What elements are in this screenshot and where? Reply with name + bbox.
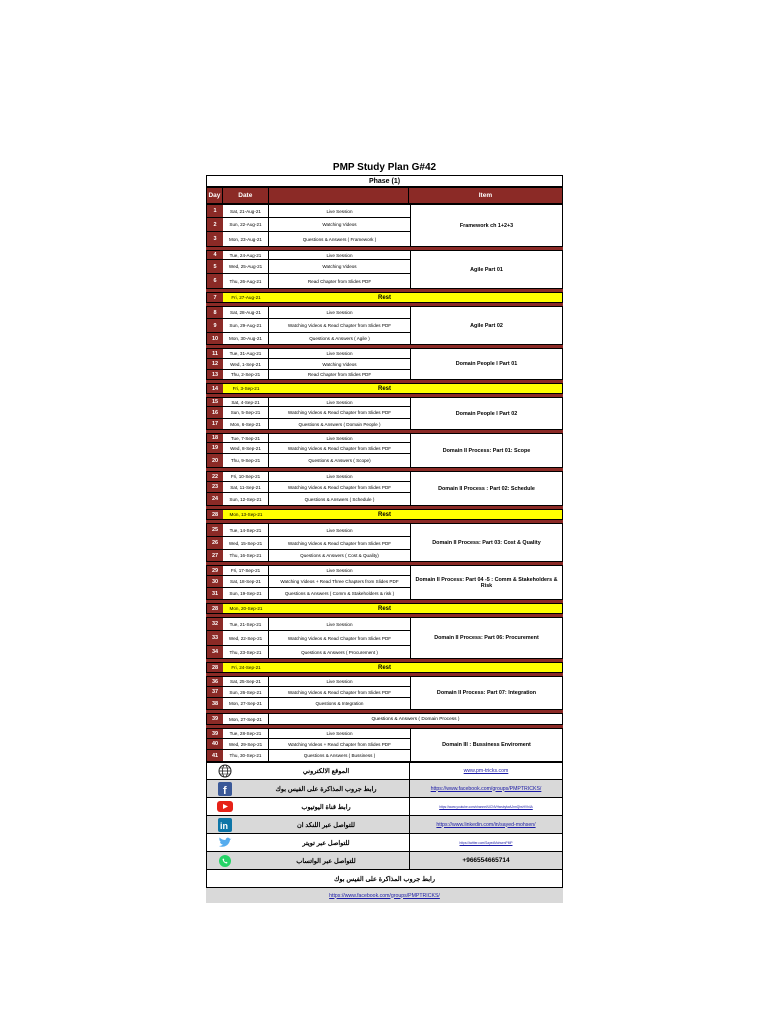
day-number: 28 [207,510,223,519]
table-row [207,443,410,454]
table-header [206,187,563,204]
activity-cell: Questions & Integration [315,701,364,706]
activity-cell: Watching Videos & Read Chapter from Slides PDF [287,410,392,415]
activity-cell: Watching Videos & Read Chapter from Slides PDF [287,445,392,451]
table-row [207,550,410,561]
rest-row [206,509,563,520]
date-cell: Sat, 11-Sep-21 [223,482,269,492]
activity-cell: Live Session [326,399,353,405]
table-row [207,524,410,537]
activity-cell: Questions & Answers ( Framework ) [302,236,377,242]
day-number: 38 [207,698,223,709]
table-row [207,698,410,709]
twitter-icon [207,834,243,851]
activity-cell: Watching Videos & Read Chapter from Slides PDF [287,484,392,490]
table-row [207,687,410,698]
date-cell: Sun, 22-Aug-21 [223,218,269,231]
contact-label: الموقع الالكتروني [243,763,410,779]
schedule-group [206,433,563,468]
activity-cell: Questions & Answers ( Domain People ) [298,421,381,427]
activity-cell: Live Session [326,435,353,441]
day-number: 30 [207,576,223,587]
table-row [207,370,410,379]
activity-cell: Questions & Answers ( Schedule ) [304,496,375,502]
phase-label: Phase (1) [206,175,563,187]
date-cell: Wed, 1-Sep-21 [223,359,269,369]
day-number: 23 [207,482,223,492]
header-day: Day [207,188,223,203]
day-number: 29 [207,566,223,575]
table-row [207,646,410,658]
item-cell: Framework ch 1+2+3 [410,205,562,246]
contact-label: للتواصل عبر اللنكد ان [243,816,410,833]
group-rows [207,618,410,658]
item-cell: Domain II Process : Part 02: Schedule [410,472,562,505]
activity-cell: Live Session [326,252,353,258]
day-number: 12 [207,359,223,369]
schedule-body [206,204,563,762]
activity-cell: Questions & Answers ( Agile ) [309,336,370,341]
date-cell: Wed, 8-Sep-21 [223,443,269,453]
group-rows [207,205,410,246]
day-number: 18 [207,434,223,442]
day-number: 3 [207,232,223,246]
day-number: 26 [207,537,223,549]
group-rows [207,524,410,561]
date-cell: Sat, 4-Sep-21 [223,398,269,406]
activity-cell: Live Session [326,731,353,736]
activity-cell: Watching Videos & Read Chapter from Slides PDF [287,323,392,328]
date-cell: Mon, 27-Sep-21 [223,698,269,709]
date-cell: Sun, 26-Sep-21 [223,687,269,697]
contact-row [206,780,563,798]
schedule-group [206,348,563,380]
day-number: 2 [207,218,223,231]
contact-label: رابط جروب المذاكرة على الفيس بوك [243,780,410,797]
item-cell: Domain II Process: Part 06: Procurement [410,618,562,658]
date-cell: Fri, 3-Sep-21 [232,386,260,391]
globe-icon [207,763,243,779]
activity-cell: Watching Videos + Read Three Chapters from Slides PDF [280,579,399,584]
activity-cell: Questions & Answers ( Domain Process ) [371,716,460,722]
day-number: 36 [207,677,223,686]
facebook-icon [207,780,243,797]
date-cell: Thu, 23-Sep-21 [223,646,269,658]
item-cell: Agile Part 02 [410,307,562,344]
contact-link[interactable]: www.pm-tricks.com [463,768,509,774]
youtube-icon [207,798,243,815]
date-cell: Tue, 7-Sep-21 [223,434,269,442]
date-cell: Sat, 28-Aug-21 [223,307,269,318]
contact-link[interactable]: +966554665714 [462,857,510,864]
date-cell: Wed, 29-Sep-21 [223,739,269,749]
contact-row [206,762,563,780]
contact-link[interactable]: https://www.facebook.com/groups/PMPTRICKS/ [430,785,542,792]
date-cell: Mon, 23-Aug-21 [223,232,269,246]
item-cell: Domain II Process: Part 03: Cost & Quality [410,524,562,561]
table-row [207,750,410,761]
activity-cell: Live Session [326,621,353,627]
table-row [207,407,410,419]
day-number: 34 [207,646,223,658]
group-rows [207,472,410,505]
contact-label: للتواصل عبر تويتر [243,834,410,851]
header-activity [269,188,409,203]
date-cell: Wed, 22-Sep-21 [223,631,269,645]
study-plan-sheet [206,160,563,903]
table-row [207,739,410,750]
schedule-group [206,250,563,289]
whatsapp-icon [207,852,243,869]
schedule-group [206,397,563,430]
activity-cell: Watching Videos [322,361,357,367]
footer-group-link[interactable]: https://www.facebook.com/groups/PMPTRICKS/ [206,888,563,903]
table-row [207,434,410,443]
date-cell: Tue, 28-Sep-21 [223,729,269,738]
table-row [207,537,410,550]
activity-cell: Read Chapter from Slides PDF [307,278,372,284]
table-row [207,677,410,687]
date-cell: Sun, 12-Sep-21 [223,493,269,505]
activity-cell: Questions & Answers ( Procurement ) [301,649,378,655]
item-cell: Domain II Process: Part 07: Integration [410,677,562,709]
day-number: 8 [207,307,223,318]
rest-row [206,662,563,673]
activity-cell: Questions & Answers ( Bussiness ) [303,753,376,758]
rest-label: Rest [377,294,391,301]
table-row [207,307,410,319]
date-cell: Sun, 19-Sep-21 [223,588,269,599]
activity-cell: Questions & Answers ( Cost & Quality) [300,553,379,558]
table-row [207,333,410,344]
table-row [207,205,410,218]
activity-cell: Watching Videos [322,222,357,227]
group-rows [207,251,410,288]
activity-cell: Live Session [326,208,353,214]
date-cell: Tue, 21-Sep-21 [223,618,269,630]
activity-cell: Live Session [326,310,353,315]
rest-row [206,383,563,394]
group-rows [207,729,410,761]
day-number: 25 [207,524,223,536]
item-cell: Domain People I Part 01 [410,349,562,379]
date-cell: Thu, 26-Aug-21 [223,274,269,288]
header-date: Date [223,188,269,203]
group-rows [207,566,410,599]
day-number: 28 [207,604,223,613]
table-row [207,319,410,333]
day-number: 27 [207,550,223,561]
activity-cell: Live Session [326,474,353,479]
group-rows [207,307,410,344]
day-number: 22 [207,472,223,481]
table-row [207,482,410,493]
day-number: 15 [207,398,223,406]
date-cell: Fri, 10-Sep-21 [223,472,269,481]
day-number: 28 [207,663,223,672]
table-row [207,618,410,631]
date-cell: Sun, 29-Aug-21 [223,319,269,332]
table-row [207,398,410,407]
schedule-group [206,204,563,247]
group-rows [207,398,410,429]
group-rows [207,349,410,379]
activity-cell: Read Chapter from Slides PDF [307,372,372,377]
schedule-group [206,565,563,600]
contact-link[interactable]: https://www.linkedin.com/in/sayed-mohsen/ [436,821,536,828]
activity-cell: Watching Videos [322,264,357,269]
schedule-group [206,617,563,659]
contact-row [206,852,563,870]
activity-cell: Live Session [326,527,353,533]
contact-link[interactable]: https://twitter.com/SayedMohsenPMP [459,840,513,845]
table-row [207,454,410,467]
rest-label: Rest [377,664,391,671]
header-item: Item [478,192,493,199]
day-number: 19 [207,443,223,453]
table-row [207,472,410,482]
contact-links [206,762,563,870]
table-row [207,218,410,232]
table-row [207,260,410,274]
linkedin-icon [207,816,243,833]
item-cell: Domain II Process: Part 01: Scope [410,434,562,467]
day-number: 17 [207,419,223,429]
day-number: 32 [207,618,223,630]
table-row [207,566,410,576]
date-cell: Wed, 15-Sep-21 [223,537,269,549]
date-cell: Wed, 25-Aug-21 [223,260,269,273]
activity-cell: Questions & Answers ( Scope) [308,458,371,463]
contact-row [206,798,563,816]
day-number: 1 [207,205,223,217]
table-row [207,274,410,288]
day-number: 9 [207,319,223,332]
table-row [207,729,410,739]
date-cell: Sat, 21-Aug-21 [223,205,269,217]
rest-row [206,292,563,303]
date-cell: Thu, 2-Sep-21 [223,370,269,379]
day-number: 33 [207,631,223,645]
contact-label: للتواصل عبر الواتساب [243,852,410,869]
table-row [207,251,410,260]
table-row [207,588,410,599]
day-number: 13 [207,370,223,379]
rest-label: Rest [377,605,391,612]
day-number: 39 [207,729,223,738]
date-cell: Fri, 24-Sep-21 [231,665,261,670]
date-cell: Mon, 13-Sep-21 [229,512,263,517]
day-number: 7 [207,293,223,302]
activity-cell: Watching Videos & Read Chapter from Slides PDF [287,689,392,695]
group-rows [207,434,410,467]
activity-cell: Live Session [326,568,353,573]
date-cell: Sat, 25-Sep-21 [223,677,269,686]
date-cell: Mon, 27-Sep-21 [223,714,269,724]
table-row [207,493,410,505]
day-number: 40 [207,739,223,749]
activity-cell: Watching Videos + Read Chapter from Slides PDF [288,741,391,747]
date-cell: Mon, 6-Sep-21 [223,419,269,429]
date-cell: Fri, 27-Aug-21 [231,295,261,300]
day-number: 5 [207,260,223,273]
schedule-group [206,471,563,506]
rest-label: Rest [377,385,391,392]
day-number: 31 [207,588,223,599]
date-cell: Sat, 18-Sep-21 [223,576,269,587]
date-cell: Thu, 30-Sep-21 [223,750,269,761]
single-row [206,713,563,725]
schedule-group [206,306,563,345]
date-cell: Tue, 24-Aug-21 [223,251,269,259]
footer-group-label: رابط جروب المذاكرة على الفيس بوك [206,870,563,888]
activity-cell: Watching Videos & Read Chapter from Slides PDF [287,540,392,546]
day-number: 4 [207,251,223,259]
rest-label: Rest [377,511,391,518]
day-number: 39 [207,714,223,724]
date-cell: Tue, 31-Aug-21 [223,349,269,358]
contact-row [206,816,563,834]
table-row [207,631,410,646]
rest-row [206,603,563,614]
day-number: 6 [207,274,223,288]
svg-text:in: in [220,820,228,831]
date-cell: Mon, 30-Aug-21 [223,333,269,344]
date-cell: Tue, 14-Sep-21 [223,524,269,536]
item-cell: Domain II Process: Part 04 -5 : Comm & Stakeholders & Risk [410,566,562,599]
table-row [207,232,410,246]
activity-cell: Live Session [326,679,353,684]
contact-label: رابط قناة اليوتيوب [243,798,410,815]
activity-cell: Questions & Answers ( Comm & Stakeholders & risk ) [284,591,395,596]
schedule-group [206,523,563,562]
table-row [207,419,410,429]
activity-cell: Live Session [326,351,353,356]
table-row [207,349,410,359]
day-number: 16 [207,407,223,418]
day-number: 14 [207,384,223,393]
day-number: 37 [207,687,223,697]
date-cell: Thu, 16-Sep-21 [223,550,269,561]
item-cell: Agile Part 01 [410,251,562,288]
schedule-group [206,676,563,710]
item-cell: Domain III : Bussiness Enviroment [410,729,562,761]
day-number: 20 [207,454,223,467]
date-cell: Sun, 5-Sep-21 [223,407,269,418]
date-cell: Thu, 9-Sep-21 [223,454,269,467]
activity-cell: Watching Videos & Read Chapter from Slides PDF [287,635,392,641]
date-cell: Mon, 20-Sep-21 [229,606,263,611]
day-number: 11 [207,349,223,358]
day-number: 41 [207,750,223,761]
table-row [207,359,410,370]
page-title: PMP Study Plan G#42 [332,162,437,173]
svg-text:f: f [223,784,227,796]
schedule-group [206,728,563,762]
day-number: 24 [207,493,223,505]
table-row [207,576,410,588]
group-rows [207,677,410,709]
contact-link[interactable]: https://www.youtube.com/channel/UCNVHwsbyfwAJrmQhsHVh4A [439,804,533,809]
day-number: 10 [207,333,223,344]
item-cell: Domain People I Part 02 [410,398,562,429]
date-cell: Fri, 17-Sep-21 [223,566,269,575]
contact-row [206,834,563,852]
